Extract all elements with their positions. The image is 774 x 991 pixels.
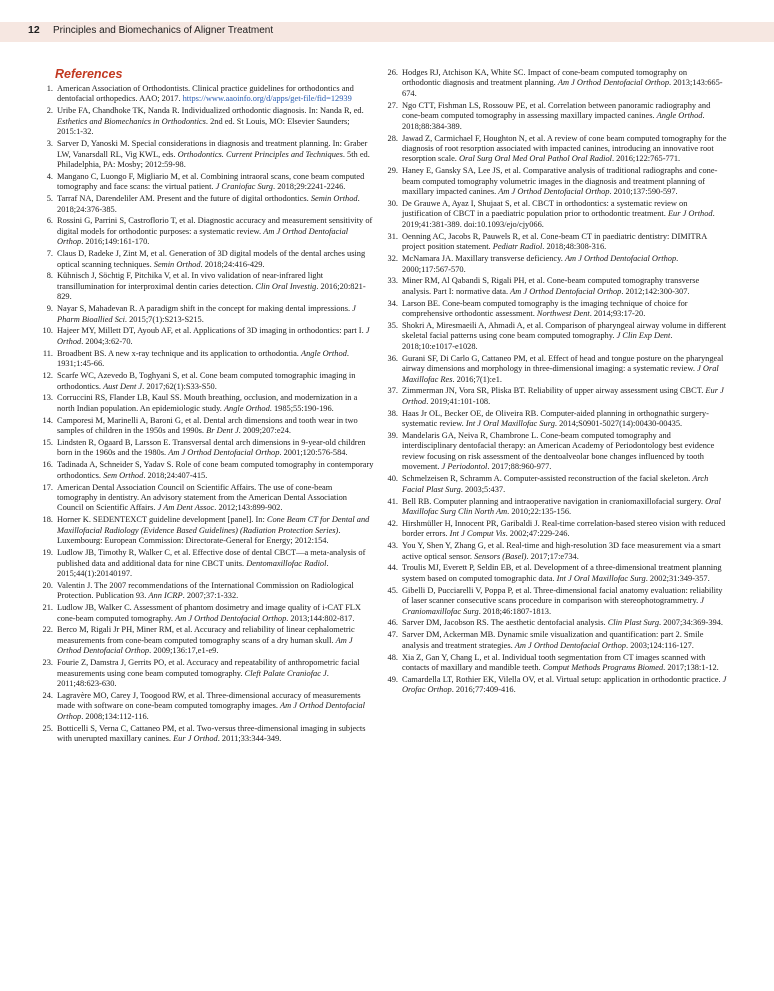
reference-number: 31. (387, 231, 398, 241)
reference-link[interactable]: https://www.aaoinfo.org/d/apps/get-file/fid=12939 (182, 94, 352, 104)
reference-source-italic: Angle Orthod (301, 348, 347, 358)
reference-text (402, 630, 727, 651)
reference-citation-details: . 2010;22:135-156. (507, 506, 572, 516)
reference-citation-details: . 2013;144:802-817. (286, 613, 355, 623)
reference-authors-title: Nayar S, Mahadevan R. A paradigm shift in the concept for making dental impressions. (57, 304, 353, 314)
reference-authors-title: Fourie Z, Damstra J, Gerrits PO, et al. Accuracy and repeatability of anthropometric facial measurements using cone beam computed tomography. (57, 658, 360, 678)
reference-number: 4. (46, 171, 53, 181)
reference-source-italic: Int J Oral Maxillofac Surg (556, 573, 646, 583)
reference-number: 3. (46, 139, 53, 149)
reference-citation-details: . 1985;55:190-196. (269, 403, 334, 413)
reference-item (40, 349, 374, 370)
reference-text (402, 101, 727, 132)
reference-item (40, 271, 374, 302)
reference-item (385, 431, 727, 473)
reference-citation-details: . 2008;134:112-116. (81, 711, 149, 721)
reference-authors-title: Tadinada A, Schneider S, Yadav S. Role of cone beam computed tomography in contemporary orthodontics. (57, 460, 374, 480)
reference-source-italic: Am J Orthod Dentofacial Orthop (57, 226, 349, 247)
reference-item (40, 416, 374, 437)
reference-citation-details: . 2017;17:e734. (526, 551, 579, 561)
reference-number: 26. (387, 68, 398, 77)
reference-item (40, 84, 374, 105)
reference-text (57, 460, 374, 481)
reference-citation-details: . 2012;143:899-902. (214, 503, 283, 513)
reference-item (40, 548, 374, 579)
reference-source-italic: Angle Orthod (656, 111, 703, 121)
reference-authors-title: Uribe FA, Chandhoke TK, Nanda R. Individualized orthodontic diagnosis. In: Nanda R, ed. (57, 106, 364, 116)
reference-number: 40. (387, 474, 398, 484)
reference-item (385, 321, 727, 352)
reference-item (385, 386, 727, 407)
reference-item (40, 249, 374, 270)
reference-number: 24. (42, 690, 53, 700)
reference-citation-details: . 2014;S0901-5027(14):00430-00435. (554, 419, 683, 429)
reference-number: 20. (42, 580, 53, 590)
reference-source-italic: Oral Maxillofac Surg Clin North Am (402, 496, 721, 516)
reference-citation-details: . 2009;136:17,e1-e9. (149, 646, 219, 656)
reference-citation-details: . 2017;138:1-12. (663, 663, 719, 673)
reference-number: 45. (387, 585, 398, 595)
reference-citation-details: . 2016;122:765-771. (611, 154, 681, 164)
reference-number: 33. (387, 276, 398, 286)
reference-number: 47. (387, 630, 398, 640)
reference-item (385, 519, 727, 540)
reference-text (57, 548, 374, 579)
reference-authors-title: Miner RM, Al Qabandi S, Rigali PH, et al. Cone-beam computed tomography transverse analysis. Part I: normative data. (402, 276, 700, 296)
reference-citation-details: . 2003;5:437. (460, 484, 506, 494)
reference-citation-details: . 2019;41:101-108. (426, 396, 491, 406)
reference-authors-title: Hajeer MY, Millett DT, Ayoub AF, et al. Applications of 3D imaging in orthodontics: part I. (57, 326, 366, 336)
reference-text (402, 299, 727, 320)
reference-authors-title: Ludlow JB, Walker C. Assessment of phantom dosimetry and image quality of i-CAT FLX cone-beam computed tomography. (57, 603, 361, 623)
reference-citation-details: . 2nd ed. St Louis, MO: Elsevier Saunders; 2015:1-32. (57, 116, 350, 137)
reference-text (402, 321, 727, 352)
reference-authors-title: Larson BE. Cone-beam computed tomography is the imaging technique of choice for comprehensive orthodontic assessment. (402, 298, 688, 319)
reference-source-italic: Am J Orthod Dentofacial Orthop (557, 78, 670, 88)
reference-text (57, 724, 374, 745)
reference-authors-title: Scarfe WC, Azevedo B, Toghyani S, et al. Cone beam computed tomographic imaging in orthodontics. (57, 371, 356, 391)
reference-authors-title: Berco M, Rigali Jr PH, Miner RM, et al. Accuracy and reliability of linear cephalometric measurements from cone-beam computed tomography scans of a dry human skull. (57, 625, 355, 645)
reference-source-italic: Cleft Palate Craniofac J (244, 668, 327, 678)
reference-text (57, 249, 374, 270)
reference-source-italic: Am J Orthod Dentofacial Orthop (510, 286, 622, 296)
reference-source-italic: J Oral Maxillofac Res (402, 364, 719, 384)
reference-number: 46. (387, 618, 398, 628)
reference-text (57, 515, 374, 546)
reference-source-italic: J Pharm Bioallied Sci (57, 304, 356, 324)
reference-citation-details: . Luxembourg: European Commission: Directorate-General for Energy; 2012:154. (57, 525, 341, 546)
reference-number: 28. (387, 133, 398, 143)
reference-citation-details: . 2007;34:369-394. (659, 618, 724, 628)
reference-authors-title: Lindsten R, Ogaard B, Larsson E. Transversal dental arch dimensions in 9-year-old children born in the 1960s and the 1980s. (57, 437, 366, 458)
reference-authors-title: Oenning AC, Jacobs R, Pauwels R, et al. Cone-beam CT in paediatric dentistry: DIMITRA project position statement. (402, 231, 707, 252)
reference-item (40, 625, 374, 656)
reference-number: 39. (387, 431, 398, 441)
reference-number: 41. (387, 496, 398, 506)
reference-citation-details: . 2012;142:300-307. (621, 286, 690, 296)
reference-number: 10. (42, 326, 53, 336)
reference-item (385, 354, 727, 385)
reference-item (385, 675, 727, 696)
reference-item (40, 581, 374, 602)
reference-number: 19. (42, 548, 53, 558)
reference-item (40, 326, 374, 347)
reference-authors-title: Bell RB. Computer planning and intraoperative navigation in craniomaxillofacial surgery. (402, 496, 706, 506)
reference-citation-details: . 2018;46:1807-1813. (478, 606, 552, 616)
reference-item (40, 724, 374, 745)
reference-source-italic: Oral Surg Oral Med Oral Pathol Oral Radiol (458, 154, 612, 164)
reference-source-italic: Aust Dent J (103, 381, 143, 391)
reference-text (57, 371, 374, 392)
reference-text (57, 625, 374, 656)
reference-source-italic: Eur J Orthod (402, 386, 724, 406)
reference-authors-title: American Association of Orthodontists. Clinical practice guidelines for orthodontics and dentofacial orthopedics. AAO; 2017. (57, 84, 354, 104)
reference-item (40, 216, 374, 247)
section-title: References (55, 67, 123, 81)
reference-item (385, 299, 727, 320)
reference-number: 42. (387, 518, 398, 528)
reference-citation-details: . 2002;47:229-246. (505, 529, 570, 539)
reference-citation-details: . 2015;7(1):S213-S215. (124, 314, 204, 324)
reference-citation-details: . 2018;24:407-415. (143, 470, 208, 480)
reference-number: 49. (387, 674, 398, 684)
reference-authors-title: Botticelli S, Verna C, Cattaneo PM, et al. Two-versus three-dimensional imaging in subjects with unerupted maxillary canines. (57, 723, 366, 744)
reference-number: 38. (387, 408, 398, 418)
reference-item (385, 586, 727, 617)
reference-item (40, 515, 374, 546)
reference-citation-details: . 2013;143:665-674. (402, 78, 723, 98)
reference-source-italic: Arch Facial Plast Surg (402, 474, 709, 494)
reference-authors-title: Troulis MJ, Everett P, Seldin EB, et al. Development of a three-dimensional treatment planning system based on computed tomographic data. (402, 563, 722, 583)
reference-text (57, 139, 374, 170)
reference-item (40, 172, 374, 193)
reference-text (402, 354, 727, 385)
reference-text (402, 199, 727, 230)
reference-number: 18. (42, 515, 53, 525)
reference-item (385, 474, 727, 495)
reference-item (385, 254, 727, 275)
reference-source-italic: Orthodontics. Current Principles and Techniques (177, 149, 343, 159)
reference-citation-details: . 2004;3:62-70. (81, 336, 133, 346)
reference-item (385, 68, 727, 99)
reference-number: 23. (42, 658, 53, 668)
reference-citation-details: . 2015;44(1):20140197. (57, 558, 329, 578)
reference-text (402, 675, 727, 696)
reference-authors-title: Lagravère MO, Carey J, Toogood RW, et al. Three-dimensional accuracy of measurements made with software on cone-beam computed tomography images. (57, 690, 361, 711)
references-list-left (40, 84, 374, 746)
reference-text (402, 232, 727, 253)
reference-item (385, 166, 727, 197)
reference-number: 32. (387, 254, 398, 264)
reference-item (385, 563, 727, 584)
reference-number: 7. (46, 249, 53, 259)
reference-item (385, 276, 727, 297)
reference-authors-title: Gurani SF, Di Carlo G, Cattaneo PM, et al. Effect of head and tongue posture on the pharyngeal airway dimensions and morphology in three-dimensional imaging: a systematic review. (402, 353, 724, 374)
reference-item (385, 653, 727, 674)
reference-text (57, 483, 374, 514)
reference-authors-title: Ngo CTT, Fishman LS, Rossouw PE, et al. Correlation between panoramic radiography and cone-beam computed tomography in assessing maxillary impacted canines. (402, 100, 711, 121)
reference-number: 43. (387, 541, 398, 551)
reference-number: 36. (387, 353, 398, 363)
reference-authors-title: Corruccini RS, Flander LB, Kaul SS. Mouth breathing, occlusion, and modernization in a north Indian population. An epidemiologic study. (57, 393, 358, 413)
reference-citation-details: . 2001;120:576-584. (279, 448, 348, 458)
reference-text (402, 653, 727, 674)
reference-text (402, 618, 727, 628)
reference-number: 48. (387, 652, 398, 662)
reference-number: 34. (387, 298, 398, 308)
reference-citation-details: . 2016;20:821-829. (57, 281, 366, 302)
reference-number: 25. (42, 723, 53, 733)
reference-number: 22. (42, 625, 53, 635)
reference-source-italic: Br Dent J (206, 426, 239, 436)
reference-citation-details: . 5th ed. Philadelphia, PA: Mosby; 2012:59-98. (57, 149, 370, 169)
reference-citation-details: . 2018;48:308-316. (542, 242, 607, 252)
reference-source-italic: Int J Oral Maxillofac Surg (465, 419, 555, 429)
reference-source-italic: Eur J Orthod (173, 734, 218, 744)
reference-text (57, 393, 374, 414)
reference-source-italic: Cone Beam CT for Dental and Maxillofacial Radiology (Evidence Based Guidelines) (Radiation Protection Series) (57, 515, 370, 535)
reference-item (40, 691, 374, 722)
reference-number: 30. (387, 199, 398, 208)
reference-item (40, 603, 374, 624)
reference-source-italic: J Orthod (57, 326, 370, 346)
reference-text (57, 194, 374, 215)
reference-text (402, 586, 727, 617)
reference-authors-title: Gibelli D, Pucciarelli V, Poppa P, et al. Three-dimensional facial anatomy evaluation: reliability of laser scanner consecutive scans procedure in comparison with stereophotogrammetry. (402, 585, 723, 606)
reference-authors-title: Sarver D, Yanoski M. Special considerations in diagnosis and treatment planning. In: Graber LW, Vanarsdall RL, Vig KWL, eds. (57, 139, 368, 159)
reference-citation-details: . 2011;33:344-349. (217, 734, 282, 744)
reference-item (385, 232, 727, 253)
reference-authors-title: Broadbent BS. A new x-ray technique and its application to orthodontia. (57, 348, 301, 358)
reference-source-italic: Am J Orthod Dentofacial Orthop (498, 187, 610, 197)
reference-number: 9. (46, 304, 53, 314)
reference-number: 2. (46, 106, 53, 116)
reference-number: 13. (42, 393, 53, 403)
reference-citation-details: . 2017;62(1):S33-S50. (142, 381, 217, 391)
reference-item (385, 134, 727, 165)
reference-text (402, 276, 727, 297)
reference-authors-title: Horner K. SEDENTEXCT guideline development [panel]. In: (57, 515, 267, 525)
reference-text (57, 349, 374, 370)
page-number: 12 (28, 24, 40, 36)
reference-item (385, 630, 727, 651)
reference-text (402, 68, 727, 99)
reference-source-italic: Pediatr Radiol (492, 242, 543, 252)
reference-citation-details: . 2016;7(1):e1. (452, 374, 503, 384)
reference-text (57, 581, 374, 602)
reference-authors-title: Ludlow JB, Timothy R, Walker C, et al. Effective dose of dental CBCT—a meta-analysis of published data and additional data for nine CBCT units. (57, 548, 366, 568)
reference-number: 27. (387, 100, 398, 110)
reference-citation-details: . 2018;88:384-389. (402, 111, 705, 131)
reference-citation-details: . 2016;149:161-170. (81, 237, 150, 247)
reference-authors-title: Claus D, Radeke J, Zint M, et al. Generation of 3D digital models of the dental arches using optical scanning techniques. (57, 249, 366, 269)
reference-number: 8. (46, 271, 53, 281)
reference-text (57, 326, 374, 347)
reference-authors-title: Shokri A, Miresmaeili A, Ahmadi A, et al. Comparison of pharyngeal airway volume in different skeletal facial patterns using cone beam computed tomography. (402, 320, 727, 341)
reference-item (385, 618, 727, 628)
reference-item (385, 409, 727, 430)
reference-source-italic: J Craniomaxillofac Surg (402, 596, 705, 616)
reference-text (402, 386, 727, 407)
reference-authors-title: Jawad Z, Carmichael F, Houghton N, et al. A review of cone beam computed tomography for the diagnosis of root resorption associated with impacted canines, introducing an innovative root resorption scale. (402, 133, 727, 164)
reference-text (402, 431, 727, 473)
reference-number: 29. (387, 166, 398, 176)
reference-citation-details: . 2018;24:416-429. (200, 259, 265, 269)
reference-citation-details: . 2019;41:381-389. doi:10.1093/ejo/cjy066. (402, 209, 715, 229)
reference-source-italic: J Clin Exp Dent (616, 331, 671, 341)
reference-item (40, 438, 374, 459)
reference-item (40, 460, 374, 481)
reference-citation-details: . 2016;77:409-416. (451, 685, 516, 695)
reference-source-italic: Int J Comput Vis (449, 529, 506, 539)
reference-source-italic: Am J Orthod Dentofacial Orthop (564, 254, 677, 264)
reference-item (40, 393, 374, 414)
reference-authors-title: Valentin J. The 2007 recommendations of the International Commission on Radiological Protection. Publication 93. (57, 580, 354, 601)
reference-text (57, 416, 374, 437)
reference-item (40, 658, 374, 689)
reference-citation-details: . 2011;48:623-630. (57, 668, 329, 689)
reference-item (385, 541, 727, 562)
reference-authors-title: American Dental Association Council on Scientific Affairs. The use of cone-beam tomography in dentistry. An advisory statement from the American Dental Association Council on Scientific Affairs. (57, 482, 347, 513)
reference-item (40, 139, 374, 170)
reference-authors-title: Sarver DM, Jacobson RS. The aesthetic dentofacial analysis. (402, 618, 608, 628)
reference-source-italic: Semin Orthod (310, 194, 358, 204)
reference-authors-title: Schmelzeisen R, Schramm A. Computer-assisted reconstruction of the facial skeleton. (402, 474, 693, 484)
reference-text (402, 474, 727, 495)
reference-number: 44. (387, 563, 398, 573)
reference-text (402, 134, 727, 165)
reference-item (40, 483, 374, 514)
references-list-right (385, 68, 727, 697)
reference-source-italic: Clin Oral Investig (255, 281, 317, 291)
reference-citation-details: . 2017;88:960-977. (487, 462, 552, 472)
reference-number: 21. (42, 603, 53, 613)
reference-text (57, 603, 374, 624)
reference-source-italic: Angle Orthod (223, 403, 270, 413)
reference-source-italic: Sem Orthod (103, 470, 144, 480)
reference-source-italic: Eur J Orthod (667, 209, 713, 219)
reference-text (402, 541, 727, 562)
reference-number: 1. (46, 84, 53, 93)
reference-number: 14. (42, 415, 53, 425)
reference-authors-title: Kühnisch J, Söchtig F, Pitchika V, et al. In vivo validation of near-infrared light transillumination for interproximal dentin caries detection. (57, 271, 324, 291)
reference-authors-title: Sarver DM, Ackerman MB. Dynamic smile visualization and quantification: part 2. Smile analysis and treatment strategies. (402, 630, 704, 650)
reference-authors-title: Rossini G, Parrini S, Castroflorio T, et al. Diagnostic accuracy and measurement sensitivity of digital models for orthodontic purposes: a systematic review. (57, 216, 373, 236)
reference-source-italic: J Orofac Orthop (402, 674, 727, 695)
reference-source-italic: Am J Orthod Dentofacial Orthop (168, 448, 280, 458)
reference-source-italic: J Am Dent Assoc (157, 503, 215, 513)
reference-source-italic: J Periodontol (441, 462, 488, 472)
reference-authors-title: Mandelaris GA, Neiva R, Chambrone L. Cone-beam computed tomography and interdisciplinary dentofacial therapy: an American Academy of Periodontology best evidence review focusing on risk assessment of the dentoalveolar bone changes influenced by tooth movement. (402, 431, 715, 472)
reference-source-italic: Northwest Dent (536, 309, 590, 319)
reference-text (57, 216, 374, 247)
reference-source-italic: Am J Orthod Dentofacial Orthop (514, 640, 626, 650)
reference-text (57, 106, 374, 137)
reference-text (402, 519, 727, 540)
reference-authors-title: Camardella LT, Rothier EK, Vilella OV, et al. Virtual setup: application in orthodontic practice. (402, 674, 723, 684)
reference-authors-title: Zimmerman JN, Vora SR, Pliska BT. Reliability of upper airway assessment using CBCT. (402, 386, 706, 396)
running-title: Principles and Biomechanics of Aligner Treatment (53, 25, 274, 36)
reference-text (57, 691, 374, 722)
reference-citation-details: . 2002;31:349-357. (645, 573, 710, 583)
reference-number: 12. (42, 371, 53, 381)
reference-source-italic: Am J Orthod Dentofacial Orthop (57, 701, 365, 721)
reference-source-italic: Dentomaxillofac Radiol (246, 558, 327, 568)
reference-number: 37. (387, 386, 398, 396)
reference-number: 5. (46, 194, 53, 204)
reference-source-italic: Semin Orthod (153, 259, 201, 269)
reference-source-italic: Comput Methods Programs Biomed (542, 663, 664, 673)
reference-text (402, 497, 727, 518)
reference-number: 17. (42, 482, 53, 492)
reference-source-italic: Am J Orthod Dentofacial Orthop (175, 613, 287, 623)
reference-text (402, 254, 727, 275)
reference-item (40, 106, 374, 137)
reference-authors-title: Xia Z, Gan Y, Chang L, et al. Individual tooth segmentation from CT images scanned with contacts of maxillary and mandible teeth. (402, 652, 706, 673)
reference-text (57, 658, 374, 689)
reference-text (57, 271, 374, 302)
reference-source-italic: Clin Plast Surg (607, 618, 660, 628)
reference-citation-details: . 1931;1:45-66. (57, 348, 349, 369)
reference-source-italic: Sensors (Basel) (474, 551, 527, 561)
reference-number: 6. (46, 216, 53, 226)
reference-citation-details: . 2010;137:590-597. (609, 187, 678, 197)
reference-item (40, 194, 374, 215)
reference-source-italic: J Craniofac Surg (215, 182, 273, 192)
reference-citation-details: . 2018;10:e1017-e1028. (402, 331, 673, 351)
reference-citation-details: . 2009;207:e24. (238, 426, 292, 436)
reference-source-italic: Esthetics and Biomechanics in Orthodontics (57, 116, 206, 126)
reference-authors-title: Tarraf NA, Darendeliler AM. Present and the future of digital orthodontics. (57, 194, 311, 204)
reference-text (402, 409, 727, 430)
reference-authors-title: Mangano C, Luongo F, Migliario M, et al. Combining intraoral scans, cone beam computed tomography and face scans: the virtual patient. (57, 171, 365, 192)
reference-authors-title: Haas Jr OL, Becker OE, de Oliveira RB. Computer-aided planning in orthognathic surgery-systematic review. (402, 408, 709, 429)
reference-citation-details: . 2018;24:376-385. (57, 194, 360, 214)
reference-item (385, 101, 727, 132)
reference-item (40, 371, 374, 392)
reference-citation-details: . 2014;93:17-20. (589, 309, 646, 319)
reference-number: 35. (387, 320, 398, 330)
reference-authors-title: Haney E, Gansky SA, Lee JS, et al. Comparative analysis of traditional radiographs and cone-beam computed tomography volumetric images in the diagnosis and treatment planning of maxillary impacted canines. (402, 166, 718, 197)
reference-text (57, 172, 374, 193)
reference-citation-details: . 2000;117:567-570. (402, 254, 679, 274)
reference-authors-title: You Y, Shen Y, Zhang G, et al. Real-time and high-resolution 3D face measurement via a smart active optical sensor. (402, 541, 721, 561)
reference-citation-details: . 2007;37:1-332. (182, 591, 239, 601)
reference-text (57, 84, 374, 105)
reference-number: 11. (42, 348, 53, 358)
reference-authors-title: Hodges RJ, Atchison KA, White SC. Impact of cone-beam computed tomography on orthodontic diagnosis and treatment planning. (402, 68, 688, 88)
reference-item (40, 304, 374, 325)
reference-source-italic: Am J Orthod Dentofacial Orthop (57, 635, 353, 656)
reference-authors-title: McNamara JA. Maxillary transverse deficiency. (402, 254, 565, 264)
reference-authors-title: De Grauwe A, Ayaz I, Shujaat S, et al. CBCT in orthodontics: a systematic review on justification of CBCT in a paediatric population prior to orthodontic treatment. (402, 199, 688, 219)
reference-text (57, 304, 374, 325)
reference-text (402, 563, 727, 584)
reference-citation-details: . 2003;124:116-127. (626, 640, 694, 650)
reference-number: 15. (42, 437, 53, 447)
reference-source-italic: Ann ICRP (148, 591, 183, 601)
reference-text (57, 438, 374, 459)
reference-citation-details: . 2018;29:2241-2246. (273, 182, 346, 192)
reference-number: 16. (42, 460, 53, 470)
reference-text (402, 166, 727, 197)
reference-item (385, 497, 727, 518)
reference-authors-title: Camporesi M, Marinelli A, Baroni G, et al. Dental arch dimensions and tooth wear in two samples of children in the 1950s and 1990s. (57, 415, 358, 436)
reference-authors-title: Hirshmüller H, Innocent PR, Garibaldi J. Real-time correlation-based stereo vision with reduced border errors. (402, 518, 726, 539)
reference-item (385, 199, 727, 230)
